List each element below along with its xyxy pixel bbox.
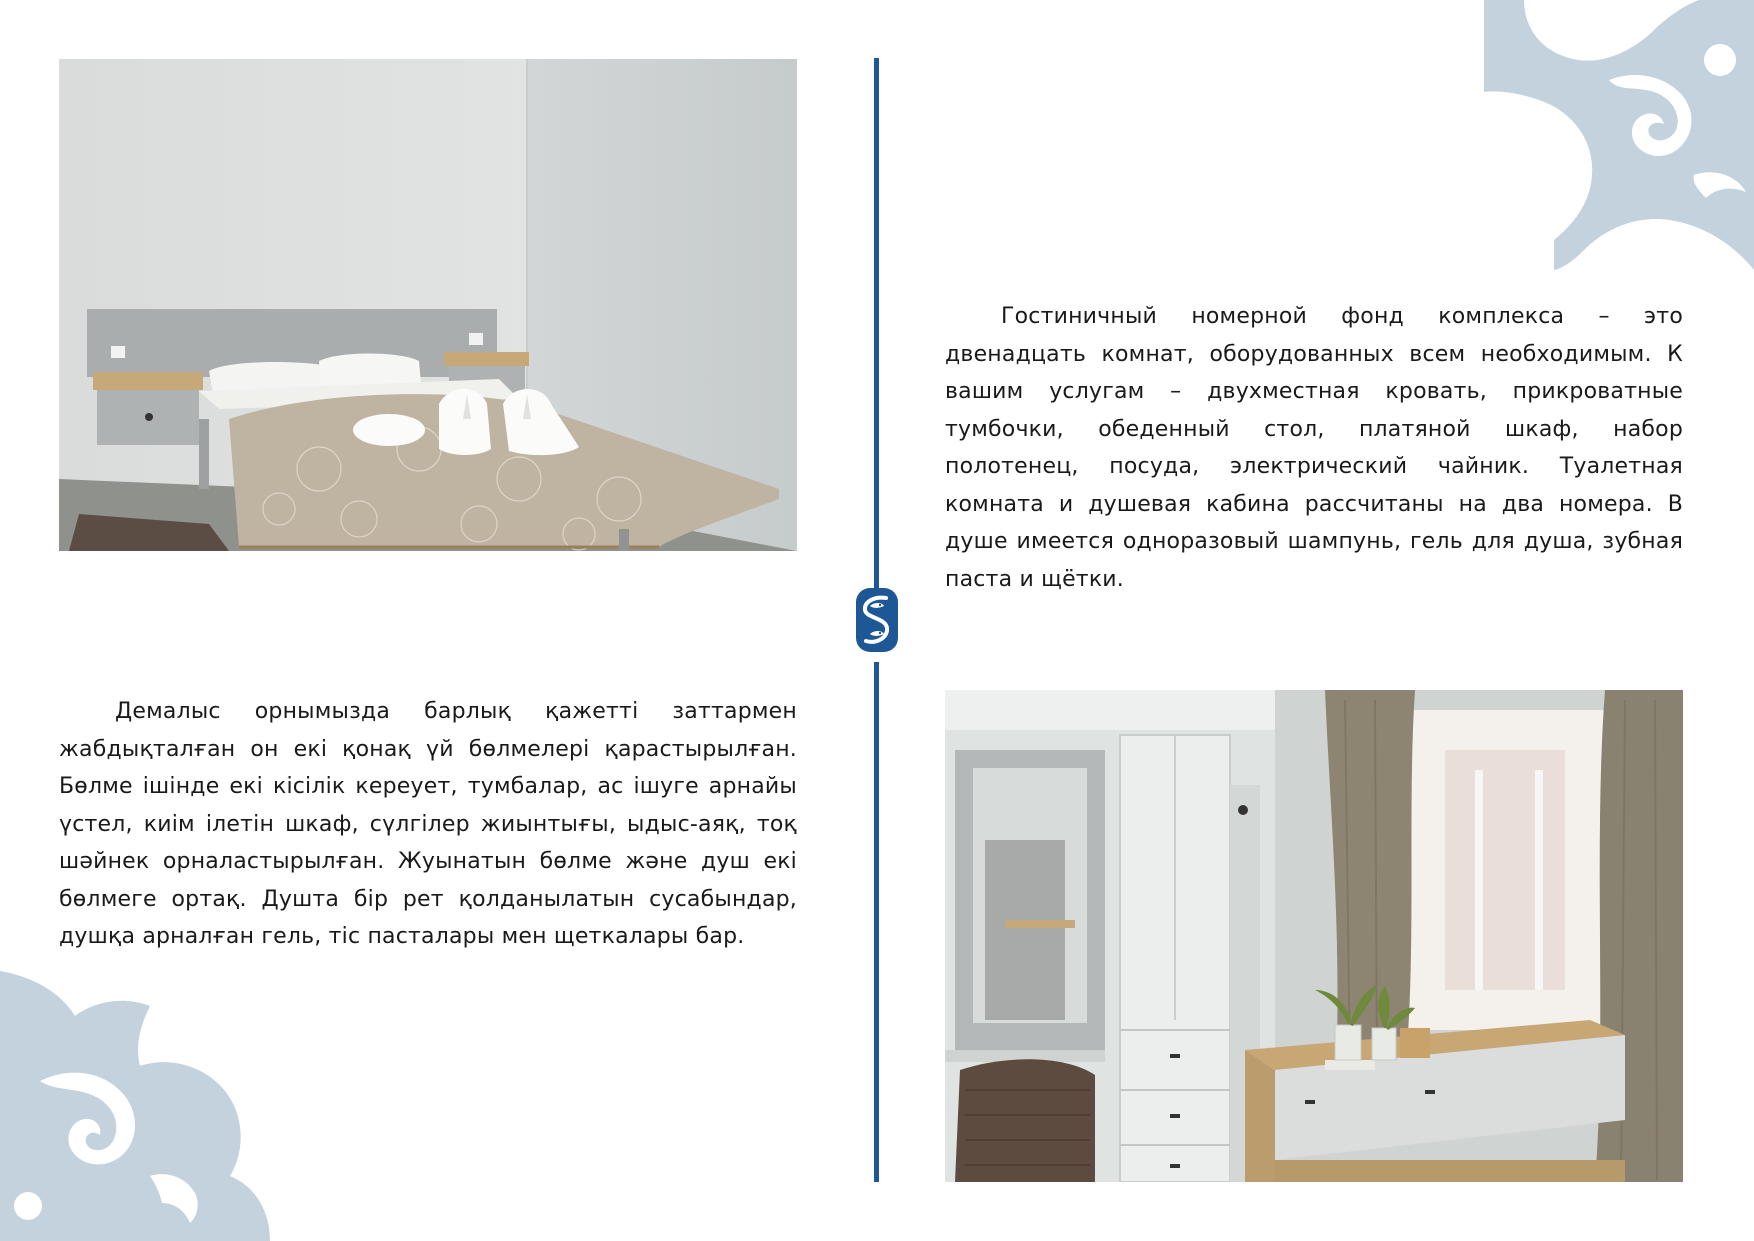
ornament-bottom-left [0, 971, 290, 1241]
vanity-photo [945, 690, 1683, 1182]
paragraph-russian: Гостиничный номерной фонд комплекса – это двенадцать комнат, оборудованных всем необходимым. К вашим услугам – двухместная кровать, прикроватные тумбочки, обеденный стол, платяной шкаф, набор полотенец, посуда, электрический чайник. Туалетная комната и душевая кабина рассчитаны на два номера. В душе имеется одноразовый шампунь, гель для душа, зубная паста и щётки. [945, 304, 1683, 592]
divider-line-top [874, 58, 879, 588]
bedroom-photo [59, 59, 797, 551]
paragraph-kazakh: Демалыс орнымызда барлық қажетті заттармен жабдықталған он екі қонақ үй бөлмелері қарастырылған. Бөлме ішінде екі кісілік кереует, тумбалар, ас ішуге арнайы үстел, киім ілетін шкаф, сүлгілер жиынтығы, ыдыс-аяқ, тоқ шәйнек орналастырылған. Жуынатын бөлме және душ екі бөлмеге ортақ. Душта бір рет қолданылатын сусабындар, душқа арналған гель, тіс пасталары мен щеткалары бар. [59, 699, 797, 949]
ornament-top-right [1484, 0, 1754, 270]
fish-logo-icon [856, 588, 898, 652]
divider-line-bottom [874, 662, 879, 1182]
